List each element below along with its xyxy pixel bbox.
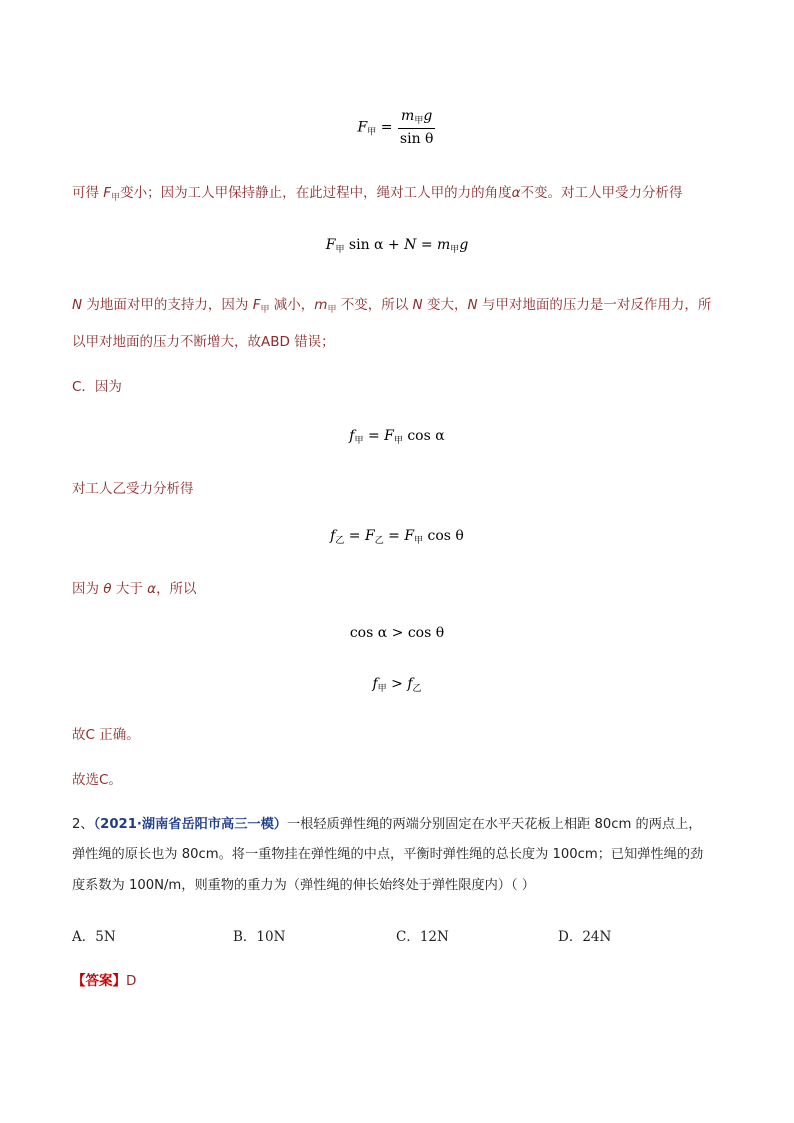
question-source: （2021·湖南省岳阳市高三一模） [93, 817, 287, 832]
option-a: A．5N [72, 929, 116, 945]
answer-line [72, 969, 136, 989]
equation-friction-compare: $f_甲 > f_乙$ [372, 676, 422, 694]
question-number: 2、 [72, 817, 94, 832]
question-2-line-3: 度系数为 100N/m，则重物的重力为（弹性绳的伸长始终处于弹性限度内）（ ） [72, 878, 535, 893]
answer-value: D [126, 973, 137, 989]
equation-balance-jia: $F_甲$ $\sin \alpha + N = m_甲g$ [325, 237, 469, 255]
text-line-1: 可得 $F_甲$变小；因为工人甲保持静止，在此过程中，绳对工人甲的力的角度α不变。对工人甲受力分析得 [72, 185, 683, 203]
option-c: C．12N [396, 929, 449, 945]
text-line-3: 对工人乙受力分析得 [72, 481, 194, 497]
fraction: $\frac{m_甲g}{\text{sin θ}}$ [399, 108, 434, 147]
equation-friction-jia: $f_甲 = F_甲$ cos α [349, 428, 445, 446]
option-b: B．10N [233, 929, 286, 945]
option-d: D．24N [558, 929, 612, 945]
text-answer-choice: 故选C。 [72, 772, 122, 788]
question-2-line-2: 弹性绳的原长也为 80cm。将一重物挂在弹性绳的中点，平衡时弹性绳的总长度为 100cm；已知弹性绳的劲 [72, 847, 704, 862]
text-conclusion: 故C 正确。 [72, 727, 140, 743]
text-option-c-reason: C．因为 [72, 379, 122, 395]
answer-tag: 【答案】 [72, 973, 126, 989]
equation-friction-yi: $f_乙 = F_乙 = F_甲$ cos θ [330, 528, 464, 546]
text-line-4: 因为 θ 大于 α，所以 [72, 581, 197, 597]
equation-cos-compare: cos α > cos θ [349, 625, 445, 641]
text-line-2b: 以甲对地面的压力不断增大，故ABD 错误； [72, 334, 335, 350]
question-2-line-1: 2、（2021·湖南省岳阳市高三一模）一根轻质弹性绳的两端分别固定在水平天花板上相距 80cm 的两点上， [72, 817, 702, 832]
text-line-2: N 为地面对甲的支持力，因为 $F_甲$ 减小，$m_甲$ 不变，所以 N 变大，N 与甲对地面的压力是一对反作用力，所 [72, 297, 712, 315]
equation-force-jia: $F_甲$ = $\frac{m_甲g}{\text{sin θ}}$ [0, 108, 794, 147]
